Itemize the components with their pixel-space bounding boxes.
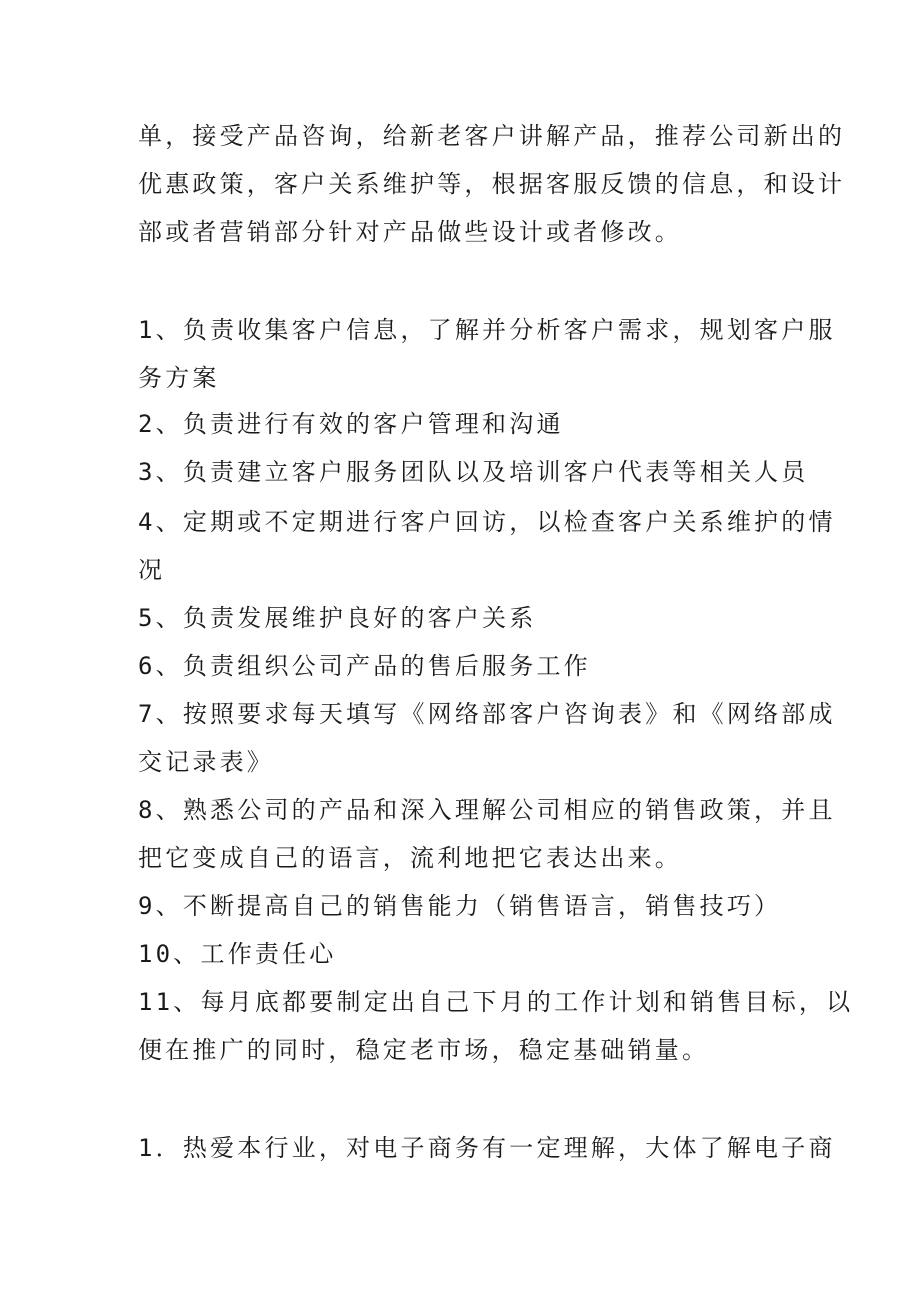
list-item-line: 4、定期或不定期进行客户回访，以检查客户关系维护的情 [138, 508, 836, 536]
list-item-line: 1．热爱本行业，对电子商务有一定理解，大体了解电子商 [138, 1134, 836, 1162]
paragraph-line: 单，接受产品咨询，给新老客户讲解产品，推荐公司新出的 [138, 122, 846, 150]
list-item-line: 7、按照要求每天填写《网络部客户咨询表》和《网络部成 [138, 700, 836, 728]
paragraph-line: 部或者营销部分针对产品做些设计或者修改。 [138, 218, 682, 246]
list-item-line: 把它变成自己的语言，流利地把它表达出来。 [138, 844, 682, 872]
list-item-line: 况 [138, 556, 166, 584]
list-item-line: 10、工作责任心 [138, 940, 337, 968]
list-item-line: 便在推广的同时，稳定老市场，稳定基础销量。 [138, 1036, 710, 1064]
list-item-line: 1、负责收集客户信息，了解并分析客户需求，规划客户服 [138, 316, 836, 344]
paragraph-line: 优惠政策，客户关系维护等，根据客服反馈的信息，和设计 [138, 170, 846, 198]
list-item-line: 2、负责进行有效的客户管理和沟通 [138, 410, 564, 438]
list-item-line: 交记录表》 [138, 748, 274, 776]
list-item-line: 6、负责组织公司产品的售后服务工作 [138, 652, 591, 680]
list-item-line: 8、熟悉公司的产品和深入理解公司相应的销售政策，并且 [138, 796, 836, 824]
list-item-line: 9、不断提高自己的销售能力（销售语言，销售技巧） [138, 892, 782, 920]
list-item-line: 3、负责建立客户服务团队以及培训客户代表等相关人员 [138, 458, 809, 486]
list-item-line: 11、每月底都要制定出自己下月的工作计划和销售目标，以 [138, 988, 854, 1016]
list-item-line: 5、负责发展维护良好的客户关系 [138, 604, 537, 632]
list-item-line: 务方案 [138, 364, 220, 392]
